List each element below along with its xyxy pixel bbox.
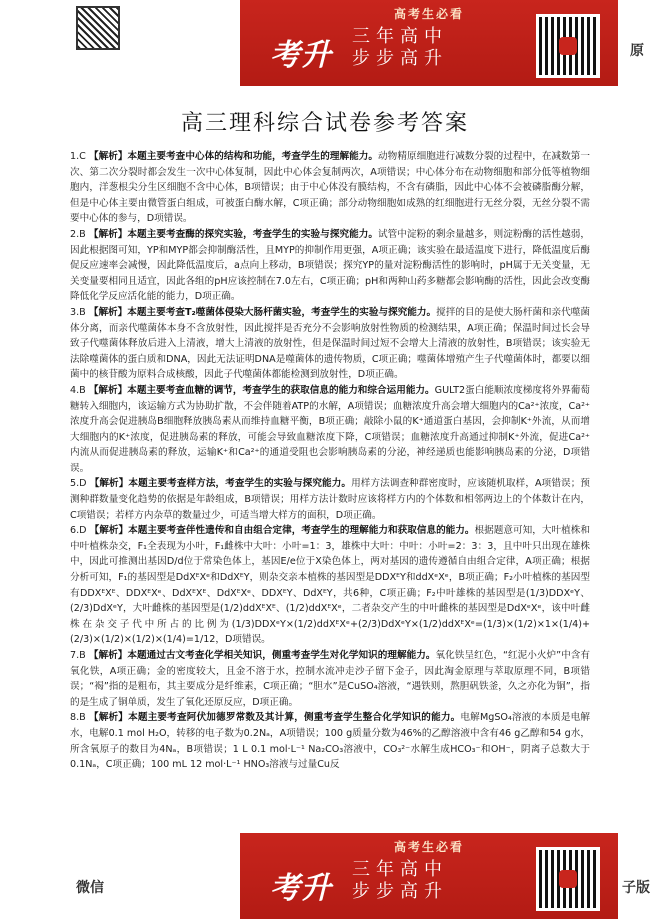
answer-list <box>70 149 590 773</box>
answer-number: 2.B <box>70 228 86 240</box>
answer-item <box>70 523 590 648</box>
slogan-line2: 步步高升 <box>352 48 448 69</box>
brand-logo: 考升 <box>270 871 332 906</box>
page-title: 高三理科综合试卷参考答案 <box>180 111 469 136</box>
answer-item <box>70 227 590 305</box>
answer-lead: 【解析】本题主要考查样方法，考查学生的实验与探究能力。 <box>89 478 352 490</box>
answer-number: 6.D <box>70 525 87 537</box>
answer-lead: 【解析】本题主要考查血糖的调节，考查学生的获取信息的能力和综合运用能力。 <box>88 384 435 396</box>
qr-code-left <box>76 6 120 50</box>
answer-lead: 【解析】本题主要考查T₂噬菌体侵染大肠杆菌实验，考查学生的实验与探究能力。 <box>88 306 437 318</box>
answer-number: 3.B <box>70 306 86 318</box>
answer-lead: 【解析】本题主要考查伴性遗传和自由组合定律，考查学生的理解能力和获取信息的能力。 <box>89 525 475 537</box>
answer-item <box>70 476 590 523</box>
slogan-line1: 三年高中 <box>352 859 448 880</box>
top-banner <box>0 0 650 86</box>
edge-text-bottom-left: 微信 <box>76 880 104 896</box>
slogan-line2: 步步高升 <box>352 881 448 902</box>
answer-item <box>70 710 590 772</box>
answer-text: 用样方法调查种群密度时，应该随机取样，A项错误；预测种群数量变化趋势的依据是年龄组成，B项错误；用样方法计数时应该将样方内的个体数和相邻两边上的个体数计在内，C项错误；若样方内杂草的数量过少，可适当增大样方的面积，D项正确。 <box>70 478 591 521</box>
banner-tagline: 高考生必看 <box>393 840 464 854</box>
edge-text-top-right: 原 <box>630 43 644 59</box>
answer-number: 5.D <box>70 478 87 490</box>
answer-item <box>70 149 590 227</box>
banner-slogan <box>352 859 448 903</box>
promo-bar[interactable] <box>240 0 618 86</box>
banner-slogan <box>352 26 448 70</box>
answer-item <box>70 648 590 710</box>
answer-text: 根据题意可知，大叶植株和中叶植株杂交，F₁全表现为小叶，F₁雌株中大叶：小叶=1：3，雄株中大叶：中叶：小叶=2：3：3，且中叶只出现在雄株中，因此可推测出基因D/d位于常染色体上，基因E/e位于X染色体上，两对基因的遗传遵循自由组合定律，A项正确；根据分析可知，F₁的基因型是DdXᴱXᵉ和DdXᴱY，则杂交亲本植株的基因型是DDXᴱY和ddXᵉXᵉ，B项正确；F₂小叶植株的基因型有DDXᴱXᴱ、DDXᴱXᵉ、DdXᴱXᴱ、DdXᴱXᵉ、DDXᴱY、DdXᴱY，共6种，C项正确；F₂中叶雄株的基因型是(1/3)DDXᵉY、(2/3)DdXᵉY，大叶雌株的基因型是(1/2)ddXᴱXᴱ、(1/2)ddXᴱXᵉ，二者杂交产生的中叶雌株的基因型是DdXᵉXᵉ，该中叶雌株在杂交子代中所占的比例为(1/3)DDXᵉY×(1/2)ddXᴱXᵉ+(2/3)DdXᵉY×(1/2)ddXᴱXᵉ=(1/3)×(1/2)×1×(1/4)+(2/3)×(1/2)×(1/2)×(1/4)=1/12，D项错误。 <box>70 525 591 646</box>
answer-number: 7.B <box>70 650 86 661</box>
answer-item <box>70 305 590 383</box>
answer-lead: 【解析】本题主要考查中心体的结构和功能，考查学生的理解能力。 <box>88 151 379 162</box>
answer-number: 4.B <box>70 384 86 396</box>
edge-text-bottom-right: 子版 <box>622 880 650 896</box>
slogan-line1: 三年高中 <box>352 26 448 47</box>
promo-bar-bottom[interactable] <box>240 833 618 919</box>
answer-text: GULT2蛋白能顺浓度梯度将外界葡萄糖转入细胞内，该运输方式为协助扩散，不会伴随着ATP的水解，A项错误；血糖浓度升高会增大细胞内的Ca²⁺浓度，Ca²⁺浓度升高会促进胰岛B细胞释放胰岛素从而维持血糖平衡，B项正确；敲除小鼠的K⁺通道蛋白基因，会抑制K⁺外流，从而增大细胞内的K⁺浓度，促进胰岛素的释放，可能会导致血糖浓度下降，C项错误；血糖浓度升高通过抑制K⁺外流，促进Ca²⁺内流从而促进胰岛素的释放，运输K⁺和Ca²⁺的通道受阻也会影响胰岛素的分泌，神经递质也能影响胰岛素的分泌，D项错误。 <box>70 384 590 474</box>
qr-code-icon <box>536 847 600 911</box>
answer-text: 试管中淀粉的剩余量越多，则淀粉酶的活性越弱，因此根据图可知，YP和MYP都会抑制酶活性，且MYP的抑制作用更强，A项正确；该实验在最适温度下进行，降低温度后酶促反应速率会减慢，因此降低温度后，a点向上移动，B项错误；探究YP的量对淀粉酶活性的影响时，pH属于无关变量，无关变量要相同且适宜，因此各组的pH应该控制在7.0左右，C项正确；pH和两种山药多糖都会影响酶的活性，因此会改变酶降低化学反应活化能的能力，D项正确。 <box>70 228 591 303</box>
banner-tagline: 高考生必看 <box>393 7 464 21</box>
answer-text: 氧化铁呈红色，“红泥小火炉”中含有氧化铁，A项正确；金的密度较大，且金不溶于水，控制水流冲走沙子留下金子，因此淘金原理与萃取原理不同，B项错误；“褐”指的是粗布，其主要成分是纤维素，C项正确；“胆水”是CuSO₄溶液，“遇铁则，熬胆矾铁釜，久之亦化为铜”，指的是生成了铜单质，发生了氧化还原反应，D项正确。 <box>70 650 590 708</box>
answer-item <box>70 383 590 477</box>
answer-text: 动物精原细胞进行减数分裂的过程中，在减数第一次、第二次分裂时都会发生一次中心体复制，因此中心体会复制两次，A项错误；中心体分布在动物细胞和部分低等植物细胞内，洋葱根尖分生区细胞不含中心体，B项错误；由于中心体没有膜结构，不含有磷脂，因此中心体不会被磷脂酶分解，但是中心体主要由微管蛋白组成，可被蛋白酶水解，C项正确；部分动物细胞如成熟的红细胞进行无丝分裂，无丝分裂不需要中心体的参与，D项错误。 <box>70 151 590 225</box>
answer-text: 电解MgSO₄溶液的本质是电解水，电解0.1 mol H₂O，转移的电子数为0.2Nₐ，A项错误；100 g质量分数为46%的乙醇溶液中含有46 g乙醇和54 g水，所含氧原子的数目为4Nₐ，B项错误；1 L 0.1 mol·L⁻¹ Na₂CO₃溶液中，CO₃²⁻水解生成HCO₃⁻和OH⁻，阴离子总数大于0.1Nₐ，C项正确；100 mL 12 mol·L⁻¹ HNO₃溶液与过量Cu反 <box>70 712 590 771</box>
qr-code-icon <box>536 14 600 78</box>
answer-number: 8.B <box>70 712 86 724</box>
answer-lead: 【解析】本题主要考查酶的探究实验，考查学生的实验与探究能力。 <box>88 228 379 240</box>
answer-text: 搅拌的目的是使大肠杆菌和亲代噬菌体分离，而亲代噬菌体本身不含放射性，因此搅拌是否充分不会影响放射性物质的检测结果，A项正确；保温时间过长会导致子代噬菌体释放后进入上清液，增大上清液的放射性，但是保温时间过短不会增大上清液的放射性，B项错误；该实验无法除噬菌体的蛋白质和DNA，因此无法证明DNA是噬菌体的遗传物质，C项正确；噬菌体增殖产生子代噬菌体时，都要以细菌中的核苷酸为原料合成核酸，因此子代噬菌体都能检测到放射性，D项正确。 <box>70 306 590 381</box>
answer-number: 1.C <box>70 151 86 162</box>
answer-lead: 【解析】本题通过古文考查化学相关知识，侧重考查学生对化学知识的理解能力。 <box>88 650 436 661</box>
bottom-banner <box>0 833 650 919</box>
answer-lead: 【解析】本题主要考查阿伏加德罗常数及其计算，侧重考查学生整合化学知识的能力。 <box>88 712 461 724</box>
brand-logo: 考升 <box>270 38 332 73</box>
